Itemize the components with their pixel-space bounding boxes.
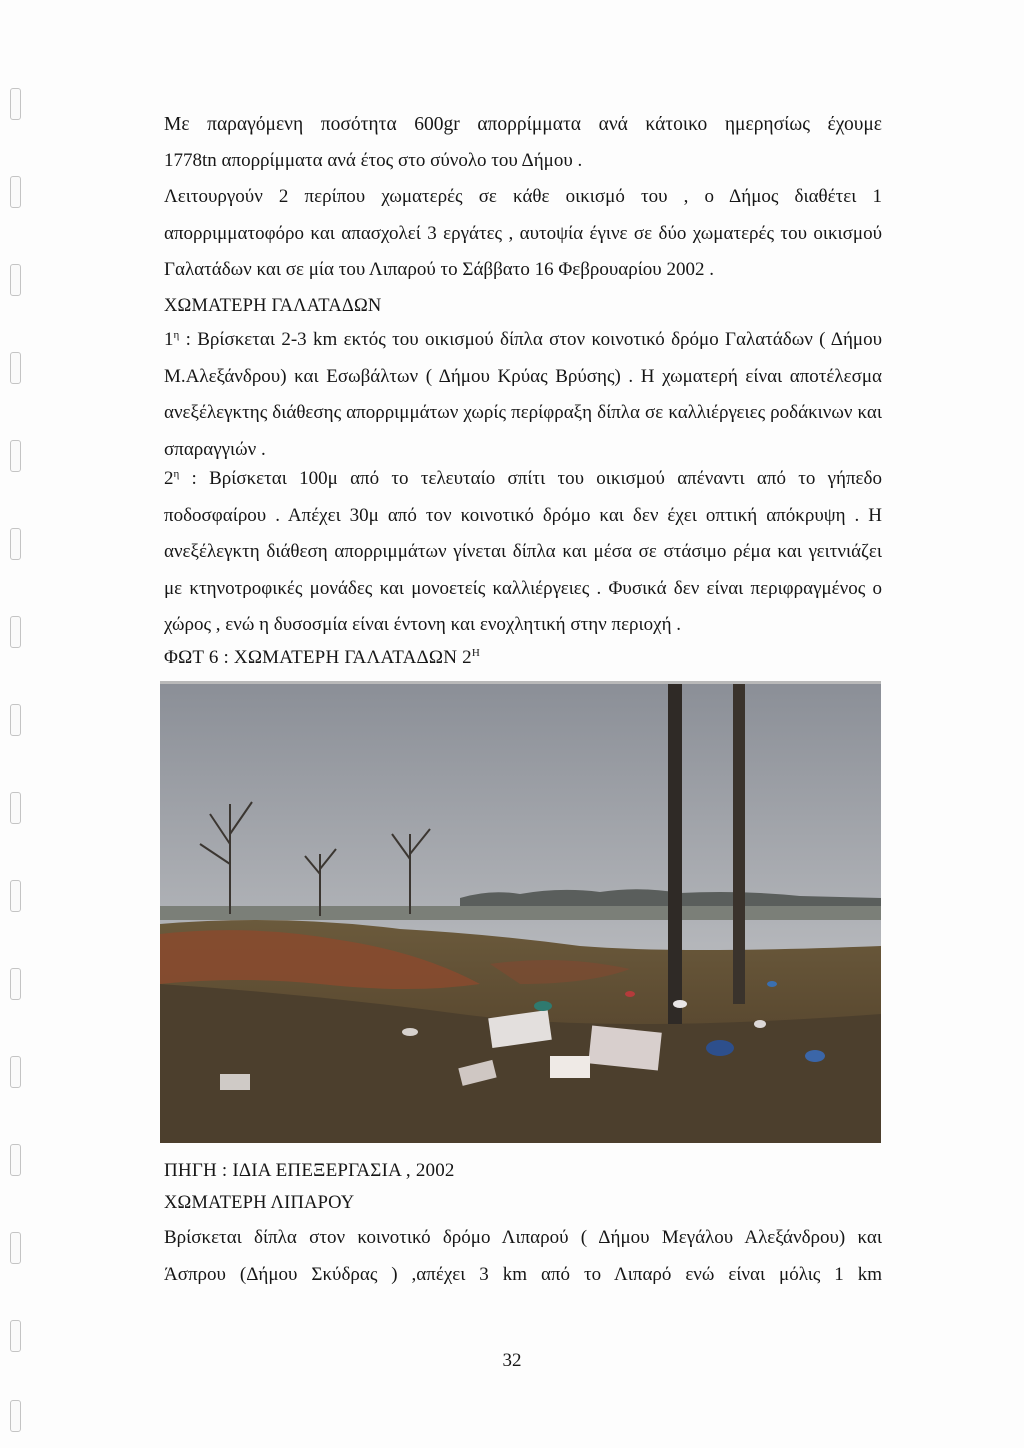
landfill-photo-image bbox=[160, 684, 881, 1143]
site-1-ordinal: η bbox=[173, 329, 180, 341]
binding-hole bbox=[10, 1400, 21, 1432]
binding-hole bbox=[10, 352, 21, 384]
binding-hole bbox=[10, 704, 21, 736]
binding-hole bbox=[10, 528, 21, 560]
section-heading-liparos: ΧΩΜΑΤΕΡΗ ΛΙΠΑΡΟΥ bbox=[164, 1193, 355, 1213]
site-1-paragraph bbox=[164, 322, 882, 468]
binding-hole bbox=[10, 792, 21, 824]
binding-hole bbox=[10, 880, 21, 912]
intro-line-2: 1778tn απορρίμματα ανά έτος στο σύνολο του Δήμου . bbox=[164, 150, 583, 171]
site-2-number: 2 bbox=[164, 468, 174, 489]
photo-source: ΠΗΓΗ : ΙΔΙΑ ΕΠΕΞΕΡΓΑΣΙΑ , 2002 bbox=[164, 1160, 455, 1181]
binding-hole bbox=[10, 1232, 21, 1264]
binding-hole bbox=[10, 88, 21, 120]
site-1-text: : Βρίσκεται 2-3 km εκτός του οικισμού δίπλα στον κοινοτικό δρόμο Γαλατάδων ( Δήμου Μ.Αλεξάνδρου) και Εσωβάλτων ( Δήμου Κρύας Βρύσης) . Η χωματερή είναι αποτέλεσμα ανεξέλεγκτης διάθεσης απορριμμάτων χωρίς περίφραξη δίπλα σε καλλιέργειες ροδάκινων και σπαραγγιών . bbox=[164, 329, 882, 460]
site-1-number: 1 bbox=[164, 329, 174, 350]
binding-hole bbox=[10, 1320, 21, 1352]
binding-hole bbox=[10, 616, 21, 648]
landfill-photo bbox=[160, 681, 881, 1143]
section-heading-galatades: ΧΩΜΑΤΕΡΗ ΓΑΛΑΤΑΔΩΝ bbox=[164, 296, 382, 316]
binding-hole bbox=[10, 1144, 21, 1176]
site-2-paragraph bbox=[164, 461, 882, 644]
photo-caption bbox=[164, 645, 480, 671]
binding-margin bbox=[0, 0, 40, 1448]
binding-hole bbox=[10, 440, 21, 472]
info-paragraph: Λειτουργούν 2 περίπου χωματερές σε κάθε οικισμό του , ο Δήμος διαθέτει 1 απορριμματοφόρο και απασχολεί 3 εργάτες , αυτοψία έγινε σε δύο χωματερές του οικισμού Γαλατάδων και σε μία του Λιπαρού το Σάββατο 16 Φεβρουαρίου 2002 . bbox=[164, 186, 882, 281]
photo-caption-text: ΦΩΤ 6 : ΧΩΜΑΤΕΡΗ ΓΑΛΑΤΑΔΩΝ 2 bbox=[164, 647, 472, 668]
binding-hole bbox=[10, 264, 21, 296]
page-number: 32 bbox=[502, 1350, 522, 1371]
binding-hole bbox=[10, 1056, 21, 1088]
site-2-text: : Βρίσκεται 100μ από το τελευταίο σπίτι του οικισμού απέναντι από το γήπεδο ποδοσφαίρου . Απέχει 30μ από τον κοινοτικό δρόμο και δεν έχει οπτική απόκρυψη . Η ανεξέλεγκτη διάθεση απορριμμάτων γίνεται δίπλα και μέσα σε στάσιμο ρέμα και γειτνιάζει με κτηνοτροφικές μονάδες και μονοετείς καλλιέργειες . Φυσικά δεν είναι περιφραγμένος ο χώρος , ενώ η δυσοσμία είναι έντονη και ενοχλητική στην περιοχή . bbox=[164, 468, 882, 636]
liparos-line-1: Βρίσκεται δίπλα στον κοινοτικό δρόμο Λιπαρού ( Δήμου Μεγάλου Αλεξάνδρου) και bbox=[164, 1227, 882, 1248]
photo-caption-superscript: Η bbox=[471, 647, 480, 659]
intro-line-1: Με παραγόμενη ποσότητα 600gr απορρίμματα ανά κάτοικο ημερησίως έχουμε bbox=[164, 114, 882, 135]
site-2-ordinal: η bbox=[173, 468, 180, 480]
binding-hole bbox=[10, 968, 21, 1000]
liparos-line-2: Άσπρου (Δήμου Σκύδρας ) ,απέχει 3 km από το Λιπαρό ενώ είναι μόλις 1 km bbox=[164, 1264, 882, 1285]
binding-hole bbox=[10, 176, 21, 208]
